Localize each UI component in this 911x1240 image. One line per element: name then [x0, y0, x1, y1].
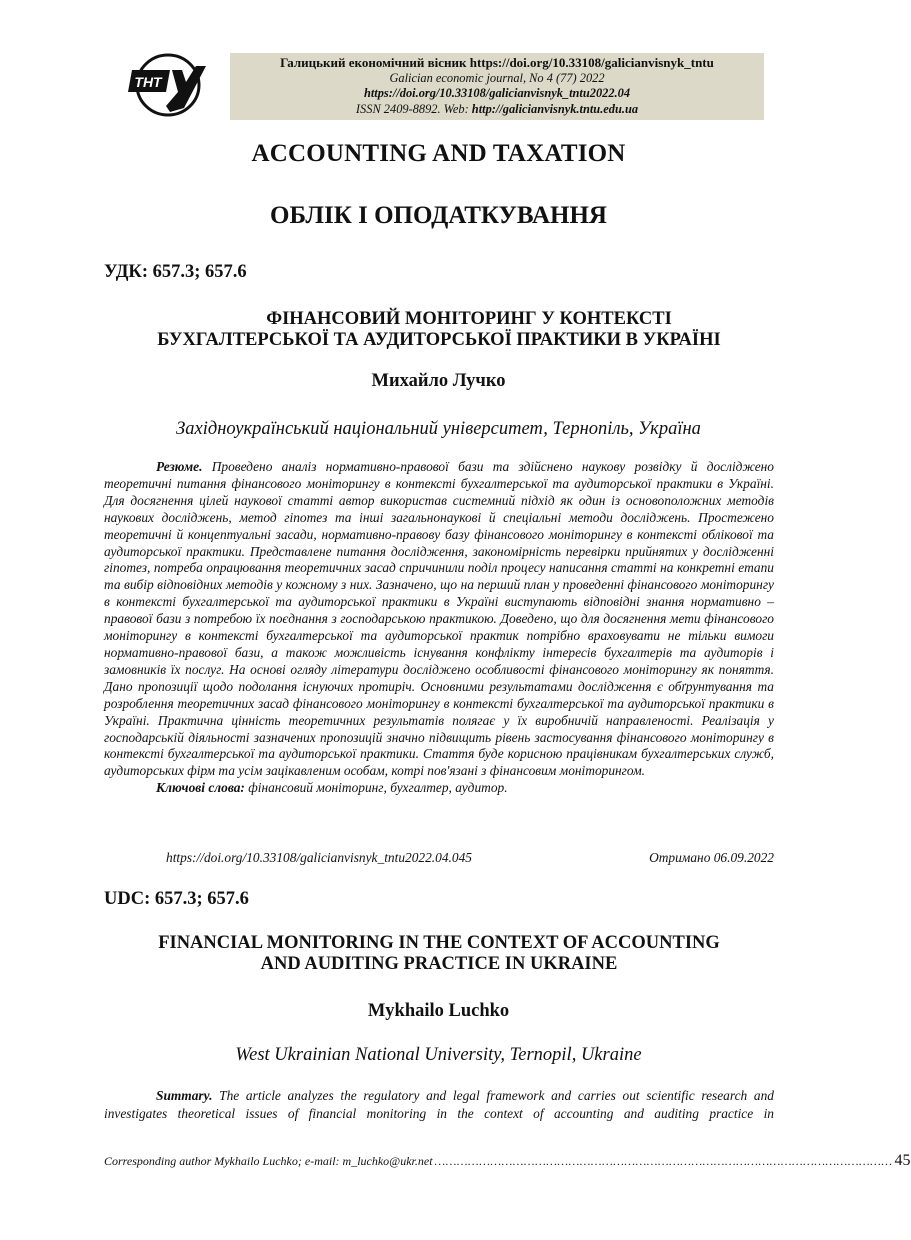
article-title-en-line2: AND AUDITING PRACTICE IN UKRAINE — [260, 954, 618, 974]
summary-text: The article analyzes the regulatory and legal framework and carries out scientific research and investigates theoretical issues of financial monitoring in the context of accounting and auditing practice in — [104, 1088, 774, 1121]
summary-paragraph — [104, 1087, 774, 1122]
summary-en — [104, 1087, 774, 1122]
section-title-ua: ОБЛІК І ОПОДАТКУВАННЯ — [270, 202, 607, 229]
issn-label: ISSN 2409-8892. Web: — [355, 101, 472, 116]
keywords-paragraph — [104, 780, 774, 797]
tntu-logo-icon — [126, 52, 208, 118]
journal-header-issn — [230, 102, 764, 118]
article-title-ua — [104, 309, 774, 351]
page-footer — [104, 1152, 911, 1170]
article-title-en — [104, 933, 774, 975]
received-date: Отримано 06.09.2022 — [649, 850, 774, 865]
corresponding-author: Corresponding author Mykhailo Luchko; e-mail: m_luchko@ukr.net — [104, 1154, 433, 1168]
journal-header — [230, 53, 764, 120]
article-doi-link[interactable]: https://doi.org/10.33108/galicianvisnyk_tntu2022.04.045 — [166, 850, 472, 865]
author-name-ua: Михайло Лучко — [371, 371, 506, 391]
journal-header-doi[interactable]: https://doi.org/10.33108/galicianvisnyk_tntu2022.04 — [363, 86, 631, 101]
page-number: 45 — [894, 1152, 911, 1169]
udc-code: UDC: 657.3; 657.6 — [104, 889, 249, 909]
article-title-ua-line1: ФІНАНСОВИЙ МОНІТОРИНГ У КОНТЕКСТІ — [266, 309, 672, 329]
journal-header-title: Галицький економічний вісник https://doi.org/10.33108/galicianvisnyk_tntu — [280, 55, 714, 70]
logo-text: ТНТ — [134, 74, 162, 90]
affiliation-ua: Західноукраїнський національний університет, Тернопіль, Україна — [176, 419, 701, 439]
keywords-text: фінансовий моніторинг, бухгалтер, аудитор. — [244, 780, 508, 796]
keywords-label: Ключові слова: — [156, 780, 245, 796]
author-name-en: Mykhailo Luchko — [367, 1001, 510, 1021]
section-title-en: ACCOUNTING AND TAXATION — [251, 140, 626, 167]
abstract-label: Резюме. — [156, 459, 203, 474]
journal-web-link[interactable]: http://galicianvisnyk.tntu.edu.ua — [471, 101, 639, 116]
footer-leader-dots: …………………………………………………………………………………………………………… — [434, 1154, 893, 1168]
udk-code: УДК: 657.3; 657.6 — [104, 262, 247, 282]
abstract-paragraph — [104, 459, 774, 780]
summary-label: Summary. — [156, 1088, 213, 1103]
journal-header-issue: Galician economic journal, No 4 (77) 2022 — [389, 70, 605, 85]
abstract-ua — [104, 459, 774, 797]
article-title-ua-line2: БУХГАЛТЕРСЬКОЇ ТА АУДИТОРСЬКОЇ ПРАКТИКИ В УКРАЇНІ — [157, 330, 721, 350]
abstract-text: Проведено аналіз нормативно-правової бази та здійснено наукову розвідку й досліджено теоретичні питання фінансового моніторингу в контексті бухгалтерської та аудиторської практики в Україні. Для досягнення цілей наукової статті автор використав системний підхід як один із основоположних методів наукових досліджень, метод гіпотез та інші загальнонаукові й спеціальні методи досліджень. Простежено теоретичні й концептуальні засади, нормативно-правову базу фінансового моніторингу в контексті облікової та аудиторської практики. Представлене питання дослідження, закономірність перевірки прийнятих у дослідженні гіпотез, потреба опрацювання теоретичних засад спричинили поділ процесу написання статті на конкретні етапи та вибір відповідних методів у кожному з них. Зазначено, що на перший план у проведенні фінансового моніторингу в контексті бухгалтерської та аудиторської практики в Україні виступають відповідні знання нормативно – правової бази з потребою їх поєднання з господарською практикою. Доведено, що для досягнення мети фінансового моніторингу в контексті бухгалтерської та аудиторської практик потрібно враховувати не тільки вимоги нормативно-правової бази, а також можливість існування конфлікту інтересів бухгалтерів та аудиторів і замовників їх послуг. На основі огляду літератури досліджено особливості фінансового моніторингу як поняття. Дано пропозиції щодо подолання існуючих протиріч. Основними результатами дослідження є обґрунтування та розроблення теоретичних засад фінансового моніторингу в контексті бухгалтерської та аудиторської практики в Україні. Практична цінність теоретичних результатів полягає у їх виробничій направленості. Реалізація у господарській діяльності зазначених пропозицій значно підвищить рівень застосування фінансового моніторингу в контексті бухгалтерської та аудиторської практики. Стаття буде корисною працівникам бухгалтерських служб, аудиторських фірм та усім зацікавленим особам, котрі пов'язані з фінансовим моніторингом. — [104, 459, 774, 779]
affiliation-en: West Ukrainian National University, Ternopil, Ukraine — [235, 1045, 642, 1065]
article-title-en-line1: FINANCIAL MONITORING IN THE CONTEXT OF ACCOUNTING — [158, 933, 720, 953]
